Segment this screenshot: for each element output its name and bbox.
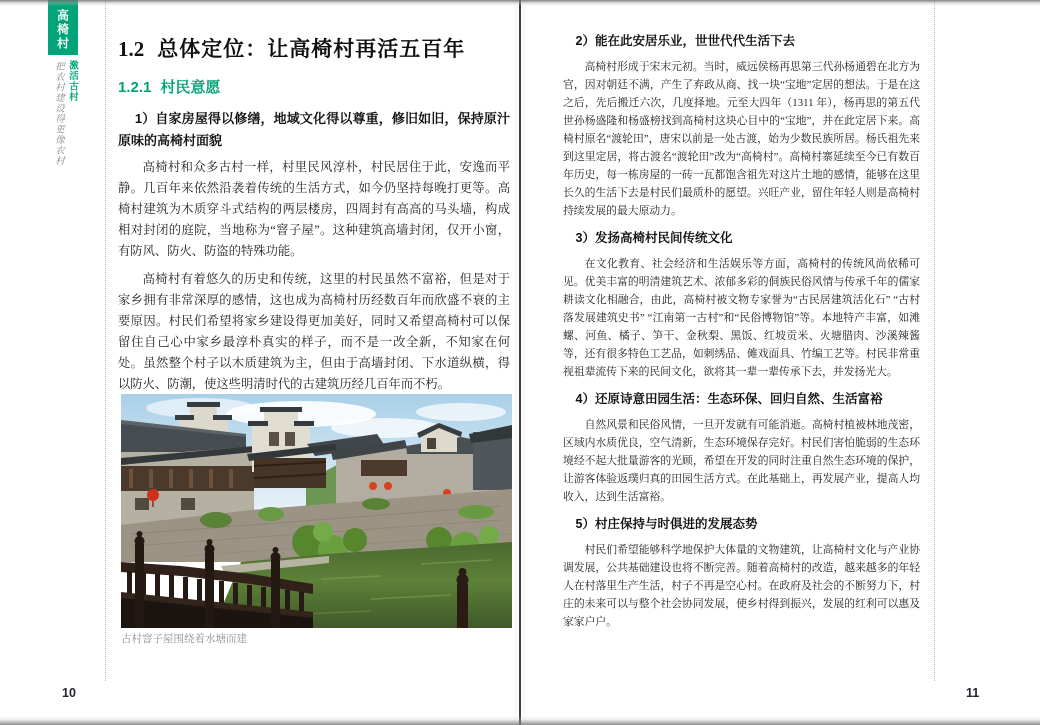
section-heading	[118, 76, 510, 97]
wall-vines	[458, 505, 494, 519]
scan-edge-bottom	[0, 716, 1040, 725]
right-paragraph-3: 在文化教育、社会经济和生活娱乐等方面，高椅村的传统风尚依稀可见。优美丰富的明清建筑艺术、浓郁多彩的侗族民俗风情与传承千年的儒家耕读文化相融合，由此，高椅村被文物专家誉为“古民居建筑活化石” “古村落发展建筑史书” “江南第一古村”和“民俗博物馆”等。本地特产丰富，如滩螺、河鱼、橘子、笋干、金秋梨、黑饭、红坡贡米、火塘腊肉、沙溪辣酱等，还有很多特色工艺品，如刺绣品、傩戏面具、竹编工艺等。村民非常重视祖辈流传下来的民间文化，欲将其一辈一辈传承下去，并发扬光大。	[563, 258, 920, 378]
page-number-right: 11	[966, 686, 980, 700]
sidebar-vertical-text	[45, 60, 79, 220]
section-title-text: 村民意愿	[160, 79, 221, 96]
page-number-left: 10	[62, 686, 76, 700]
right-paragraph-4: 自然风景和民俗风情，一旦开发就有可能消逝。高椅村植被林地茂密，区域内水质优良，空气清新，生态环境保存完好。村民们害怕脆弱的生态环境经不起大批量游客的光顾，希望在开发的同时注重自然生态环境的保护，让游客体验返璞归真的田园生活方式。在此基础上，再发展产业，提高人均收入，达到生活富裕。	[563, 419, 920, 503]
right-paragraph-2: 高椅村形成于宋末元初。当时，威远侯杨再思第三代孙杨通碧在北方为官，因对朝廷不满，产生了弃政从商、找一块“宝地”定居的想法。于是在这之后，先后搬迁六次，几度择地。元至大四年（1311 年），杨再思的第五代世孙杨盛隆和杨盛榜找到高椅村这块心目中的“宝地”，并在此定居下来。高椅村原名“渡轮田”，唐宋以前是一处古渡，始为少数民族所居。杨氏祖先来到这里定居，将古渡名“渡轮田”改为“高椅村”。高椅村寨延续至今已有数百年历史，每一栋房屋的一砖一瓦都饱含祖先对这片土地的感情，能够在这里长久的生活下去是村民们最质朴的愿望。兴旺产业，留住年轻人则是高椅村持续发展的最大原动力。	[563, 61, 920, 217]
series-slogan: 把农村建设得更像农村	[53, 61, 63, 166]
photo-caption: 古村窨子屋围绕着水塘而建	[121, 633, 247, 645]
scan-edge-top	[0, 0, 1040, 6]
right-heading-4: 4）还原诗意田园生活：生态环保、回归自然、生活富裕	[575, 392, 883, 406]
book-gutter-line	[519, 0, 521, 725]
left-paragraph-2: 高椅村有着悠久的历史和传统，这里的村民虽然不富裕，但是对于家乡拥有非常深厚的感情，这也成为高椅村历经数百年而欣盛不衰的主要原因。村民们希望将家乡建设得更加美好，同时又希望高椅村可以保留住自己心中家乡最淳朴真实的样子，而不是一改全新，不知家在何处。虽然整个村子以木质建筑为主，但由于高墙封闭、下水道纵横，得以防火、防潮，使这些明清时代的古建筑历经几百年而不朽。	[118, 272, 510, 391]
left-margin-rule	[105, 0, 106, 681]
wall-vines	[258, 507, 284, 521]
section-number: 1.2.1	[118, 79, 152, 96]
red-lantern	[369, 482, 377, 490]
chapter-title	[118, 33, 510, 63]
right-margin-rule	[934, 0, 935, 681]
cloud	[416, 403, 506, 421]
item-heading-1: 1）自家房屋得以修缮，地域文化得以尊重，修旧如旧，保持原汁原味的高椅村面貌	[118, 111, 510, 148]
right-page-text-column	[563, 33, 920, 631]
village-photo-illustration	[121, 394, 512, 628]
spine-label-text: 高椅村	[55, 9, 70, 51]
right-paragraph-5: 村民们希望能够科学地保护大体量的文物建筑，让高椅村文化与产业协调发展，公共基础建设也将不断完善。随着高椅村的改造，越来越多的年轻人在村落里生产生活，村子不再是空心村。在政府及社会的不断努力下，村庄的未来可以与整个社会协同发展，使乡村得到振兴，发展的红利可以惠及家家户户。	[563, 544, 920, 628]
right-heading-5: 5）村庄保持与时俱进的发展态势	[575, 517, 758, 531]
village-photo	[121, 394, 512, 628]
wall-vines	[200, 512, 232, 528]
left-page-text-column	[118, 33, 510, 402]
spine-village-label	[48, 0, 78, 55]
red-lantern	[384, 482, 392, 490]
chapter-number: 1.2	[118, 37, 145, 61]
series-title: 激活古村	[67, 60, 78, 102]
chapter-title-text: 总体定位：让高椅村再活五百年	[157, 37, 466, 61]
left-paragraph-1: 高椅村和众多古村一样，村里民风淳朴，村民居住于此，安逸而平静。几百年来依然沿袭着传统的生活方式，如今仍坚持每晚打更等。高椅村建筑为木质穿斗式结构的两层楼房，四周封有高高的马头墙，构成相对封闭的庭院，当地称为“窨子屋”。这种建筑高墙封闭，仅开小窗，有防风、防火、防盗的特殊功能。	[118, 160, 510, 258]
wall-vines	[362, 498, 390, 510]
red-lantern	[147, 489, 159, 501]
right-heading-2: 2）能在此安居乐业，世世代代生活下去	[575, 34, 795, 48]
right-heading-3: 3）发扬高椅村民间传统文化	[575, 231, 733, 245]
